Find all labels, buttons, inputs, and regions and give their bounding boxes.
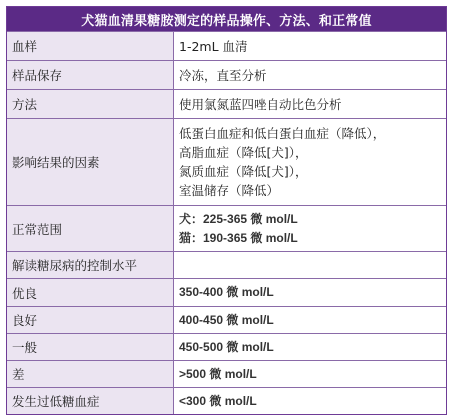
row-label: 血样 [7, 32, 174, 60]
value-line: 350-400 微 mol/L [179, 285, 274, 299]
row-label: 解读糖尿病的控制水平 [7, 252, 174, 278]
value-line: 1-2mL 血清 [179, 38, 248, 54]
row-value [174, 119, 446, 205]
row-value [174, 206, 446, 251]
value-line: 450-500 微 mol/L [179, 339, 274, 354]
row-label: 样品保存 [7, 61, 174, 89]
value-line: <300 微 mol/L [179, 393, 257, 408]
table-row [7, 387, 446, 414]
table-row [7, 205, 446, 251]
value-line: 犬：225-365 微 mol/L [179, 211, 298, 226]
value-line: 猫：190-365 微 mol/L [179, 230, 298, 245]
row-label: 影响结果的因素 [7, 119, 174, 205]
table-row [7, 333, 446, 360]
table-row [7, 251, 446, 278]
value-line: 400-450 微 mol/L [179, 312, 274, 327]
row-value [174, 252, 446, 278]
value-line: 冷冻，直至分析 [179, 67, 267, 83]
row-value [174, 90, 446, 118]
row-value [174, 388, 446, 414]
row-value [174, 61, 446, 89]
table-row [7, 306, 446, 333]
row-label: 差 [7, 361, 174, 387]
table-title: 犬猫血清果糖胺测定的样品操作、方法、和正常值 [7, 7, 446, 31]
value-line: 室温储存（降低） [179, 183, 280, 198]
table-row [7, 89, 446, 118]
value-line: 使用氯氮蓝四唑自动比色分析 [179, 96, 342, 112]
fructosamine-table [6, 6, 447, 415]
table-row [7, 60, 446, 89]
row-label: 优良 [7, 279, 174, 306]
row-label: 方法 [7, 90, 174, 118]
row-label: 良好 [7, 307, 174, 333]
table-row [7, 278, 446, 306]
row-value [174, 32, 446, 60]
row-label: 发生过低糖血症 [7, 388, 174, 414]
row-value [174, 279, 446, 306]
table-row [7, 118, 446, 205]
row-value [174, 307, 446, 333]
row-label: 正常范围 [7, 206, 174, 251]
value-line: 高脂血症（降低[犬]）， [179, 145, 308, 160]
value-line: >500 微 mol/L [179, 366, 257, 381]
table-row [7, 31, 446, 60]
row-value [174, 361, 446, 387]
row-label: 一般 [7, 334, 174, 360]
value-line: 低蛋白血症和低白蛋白血症（降低）， [179, 126, 386, 141]
table-row [7, 360, 446, 387]
row-value [174, 334, 446, 360]
value-line: 氮质血症（降低[犬]）， [179, 164, 308, 179]
